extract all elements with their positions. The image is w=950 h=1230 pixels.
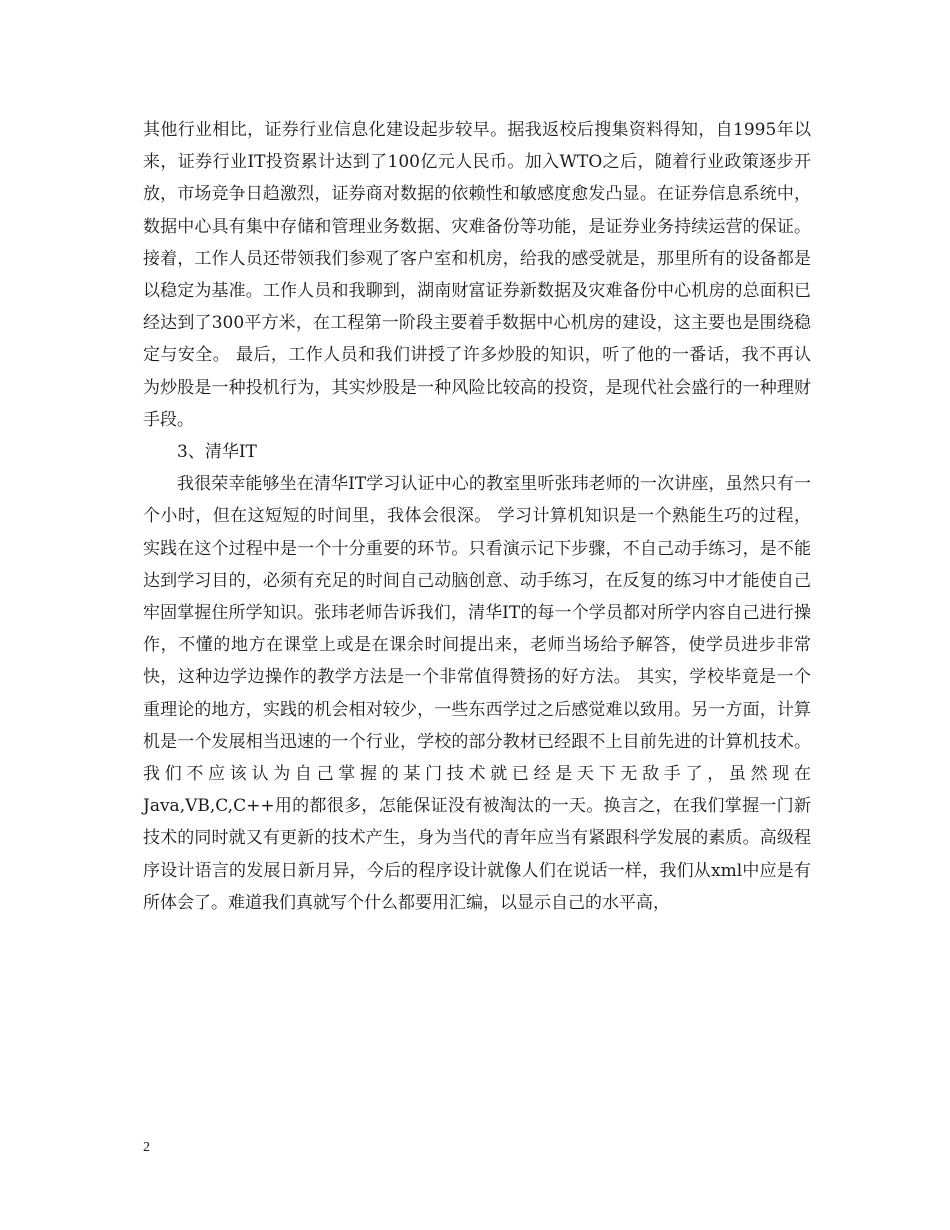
paragraph-securities-industry: 其他行业相比，证券行业信息化建设起步较早。据我返校后搜集资料得知，自1995年以来，证券行业IT投资累计达到了100亿元人民币。加入WTO之后，随着行业政策逐步开放，市场竞争日趋激烈，证券商对数据的依赖性和敏感度愈发凸显。在证券信息系统中，数据中心具有集中存储和管理业务数据、灾难备份等功能，是证券业务持续运营的保证。 接着，工作人员还带领我们参观了客户室和机房，给我的感受就是，那里所有的设备都是以稳定为基准。工作人员和我聊到，湖南财富证券新数据及灾难备份中心机房的总面积已经达到了300平方米，在工程第一阶段主要着手数据中心机房的建设，这主要也是围绕稳定与安全。 最后，工作人员和我们讲授了许多炒股的知识，听了他的一番话，我不再认为炒股是一种投机行为，其实炒股是一种风险比较高的投资，是现代社会盛行的一种理财手段。 (143, 120, 811, 430)
document-body (143, 114, 811, 919)
section-heading-tsinghua-it: 3、清华IT (177, 442, 257, 463)
page-number: 2 (143, 1140, 150, 1155)
paragraph-tsinghua-it: 我很荣幸能够坐在清华IT学习认证中心的教室里听张玮老师的一次讲座，虽然只有一个小时，但在这短短的时间里，我体会很深。 学习计算机知识是一个熟能生巧的过程，实践在这个过程中是一个十分重要的环节。只看演示记下步骤，不自己动手练习，是不能达到学习目的，必须有充足的时间自己动脑创意、动手练习，在反复的练习中才能使自己牢固掌握住所学知识。张玮老师告诉我们，清华IT的每一个学员都对所学内容自己进行操作，不懂的地方在课堂上或是在课余时间提出来，老师当场给予解答，使学员进步非常快，这种边学边操作的教学方法是一个非常值得赞扬的好方法。 其实，学校毕竟是一个重理论的地方，实践的机会相对较少，一些东西学过之后感觉难以致用。另一方面，计算机是一个发展相当迅速的一个行业，学校的部分教材已经跟不上目前先进的计算机技术。我们不应该认为自己掌握的某门技术就已经是天下无敌手了，虽然现在Java,VB,C,C++用的都很多，怎能保证没有被淘汰的一天。换言之，在我们掌握一门新技术的同时就又有更新的技术产生，身为当代的青年应当有紧跟科学发展的素质。高级程序设计语言的发展日新月异，今后的程序设计就像人们在说话一样，我们从xml中应是有所体会了。难道我们真就写个什么都要用汇编，以显示自己的水平高， (143, 474, 811, 913)
